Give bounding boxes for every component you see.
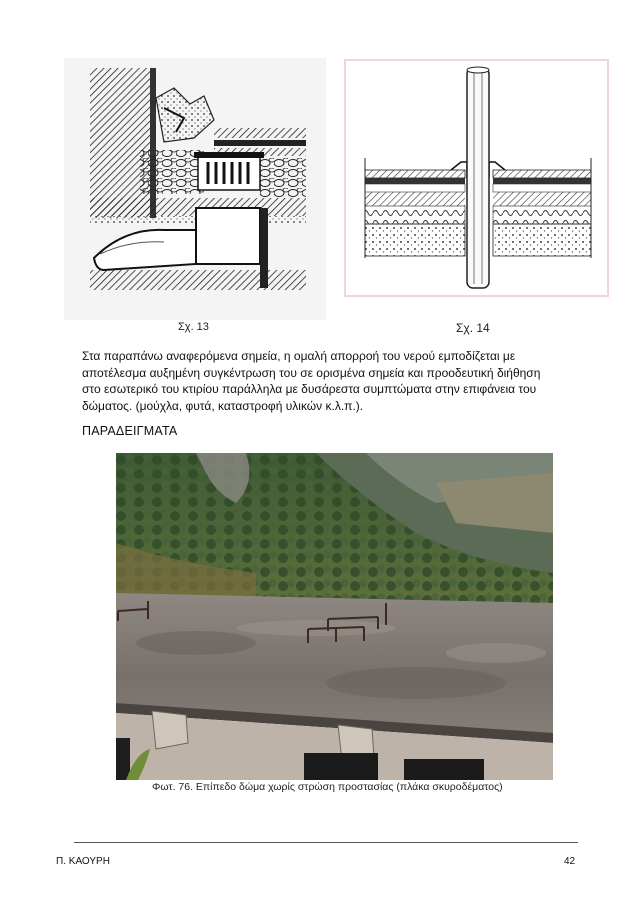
footer-divider [74, 842, 578, 843]
paragraph-line: Στα παραπάνω αναφερόμενα σημεία, η ομαλή απορροή του νερού εμποδίζεται με [82, 349, 516, 363]
section-heading: ΠΑΡΑΔΕΙΓΜΑΤΑ [82, 424, 178, 438]
footer-author: Π. ΚΑΟΥΡΗ [56, 856, 110, 867]
figure-14-drawing [343, 58, 610, 298]
paragraph-line: αποτέλεσμα αυξημένη συγκέντρωση του σε ορισμένα σημεία και προοδευτική διήθηση [82, 365, 541, 380]
paragraph-line: δώματος. (μούχλα, φυτά, καταστροφή υλικών κ.λ.π.). [82, 398, 364, 413]
roof-photo [116, 453, 553, 780]
figure-13-caption: Σχ. 13 [178, 321, 209, 333]
page-number: 42 [564, 856, 576, 867]
figure-13-drawing [64, 58, 326, 320]
figure-14-caption: Σχ. 14 [456, 321, 490, 335]
paragraph-line: στο εσωτερικό του κτιρίου παράλληλα με δυσάρεστα συμπτώματα στην επιφάνεια του [82, 382, 537, 396]
body-paragraph [82, 348, 602, 414]
photo-caption: Φωτ. 76. Επίπεδο δώμα χωρίς στρώση προστασίας (πλάκα σκυροδέματος) [152, 781, 503, 793]
